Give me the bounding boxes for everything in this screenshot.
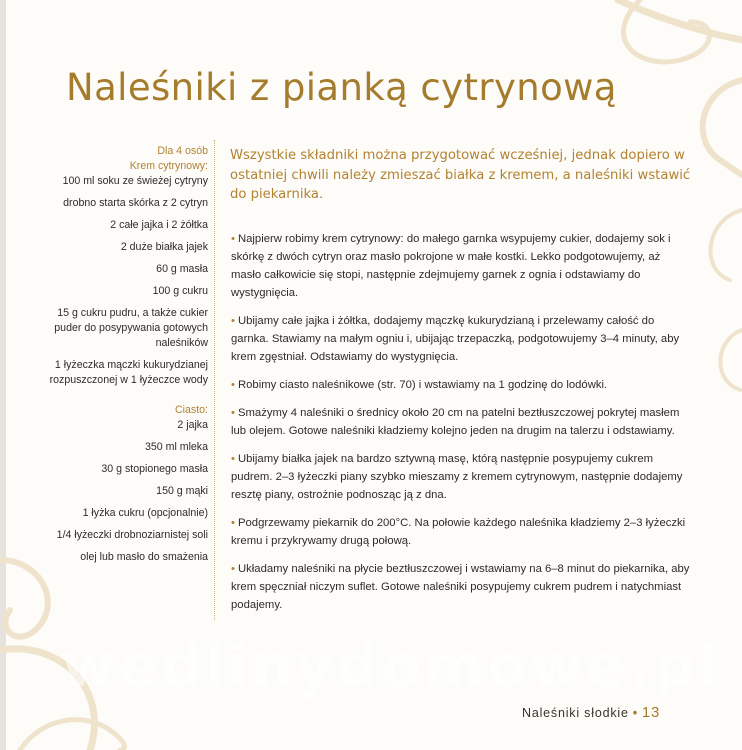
ingredient-item: 100 ml soku ze świeżej cytryny [62,175,208,187]
step-text: Podgrzewamy piekarnik do 200°C. Na połowie każdego naleśnika kładziemy 2–3 łyżeczki kremu i przykrywamy drugą połową. [231,517,686,547]
cream-heading: Krem cytrynowy: [129,160,208,172]
ingredient-item: 350 ml mleka [145,441,208,453]
footer-section-label: Naleśniki słodkie [522,706,629,720]
column-divider [214,140,215,620]
method-step [231,560,693,614]
ingredient-item: 15 g cukru pudru, a także cukier puder do posypywania gotowych naleśników [54,307,208,349]
method-step [231,230,693,302]
ingredient-item: 60 g masła [156,263,208,275]
ingredient-item: 100 g cukru [152,285,208,297]
ingredient-item: 30 g stopionego masła [101,463,208,475]
step-text: Ubijamy całe jajka i żółtka, dodajemy mączkę kukurydzianą i przelewamy całość do garnka. Stawiamy na małym ogniu i, ubijając trzepaczką, podgotowujemy 3–4 minuty, aby krem zgęstniał. Odstawiamy do wystygnięcia. [231,315,680,363]
method-step [231,514,693,550]
method-step [231,312,693,366]
method-step [231,376,693,394]
bullet-icon: • [231,233,235,245]
dough-heading: Ciasto: [175,404,208,416]
ingredient-item: olej lub masło do smażenia [80,551,208,563]
ingredient-item: 2 duże białka jajek [120,241,208,253]
bullet-icon: • [632,706,638,720]
intro-text: Wszystkie składniki można przygotować wcześniej, jednak dopiero w ostatniej chwili należy zmieszać białka z kremem, a naleśniki wstawić do piekarnika. [230,148,691,202]
step-text: Układamy naleśniki na płycie beztłuszczowej i wstawiamy na 6–8 minut do piekarnika, aby krem spęczniał niczym suflet. Gotowe naleśniki posypujemy cukrem pudrem i natychmiast podajemy. [231,563,690,611]
step-text: Ubijamy białka jajek na bardzo sztywną masę, którą następnie posypujemy cukrem pudrem. 2–3 łyżeczki piany szybko mieszamy z kremem cytrynowym, następnie dodajemy resztę piany, ostrożnie podnosząc ją z dna. [231,453,683,501]
ingredient-item: 2 jajka [177,419,208,431]
method-step [231,450,693,504]
bullet-icon: • [231,453,235,465]
servings-label: Dla 4 osób [157,145,208,157]
method-step [231,404,693,440]
ingredient-item: 1 łyżka cukru (opcjonalnie) [82,507,208,519]
ingredient-item: 1/4 łyżeczki drobnoziarnistej soli [56,529,208,541]
bullet-icon: • [231,315,235,327]
step-text: Najpierw robimy krem cytrynowy: do małego garnka wsypujemy cukier, dodajemy sok i skórkę z dwóch cytryn oraz masło pokrojone w małe kostki. Lekko podgotowujemy, aż masło całkowicie się stopi, następnie zdejmujemy garnek z ognia i odstawiamy do wystygnięcia. [231,233,671,299]
step-text: Smażymy 4 naleśniki o średnicy około 20 cm na patelni beztłuszczowej pokrytej masłem lub olejem. Gotowe naleśniki kładziemy kolejno jeden na drugim na talerzu i odstawiamy. [231,407,680,437]
bullet-icon: • [231,517,235,529]
recipe-title: Naleśniki z pianką cytrynową [66,66,617,109]
ingredient-item: 1 łyżeczka mączki kukurydzianej rozpuszczonej w 1 łyżeczce wody [49,359,208,386]
ingredient-item: 2 całe jajka i 2 żółtka [110,219,208,231]
site-watermark: wedlinydomowe.pl [62,632,722,700]
page-footer [522,704,660,721]
ingredient-item: 150 g mąki [156,485,208,497]
bullet-icon: • [231,563,235,575]
ingredient-item: drobno starta skórka z 2 cytryn [63,197,208,209]
step-text: Robimy ciasto naleśnikowe (str. 70) i wstawiamy na 1 godzinę do lodówki. [237,379,608,391]
ingredients-column [44,144,208,565]
bullet-icon: • [231,407,235,419]
method-steps [231,230,693,624]
bullet-icon: • [231,379,235,391]
page-number: 13 [641,704,661,721]
